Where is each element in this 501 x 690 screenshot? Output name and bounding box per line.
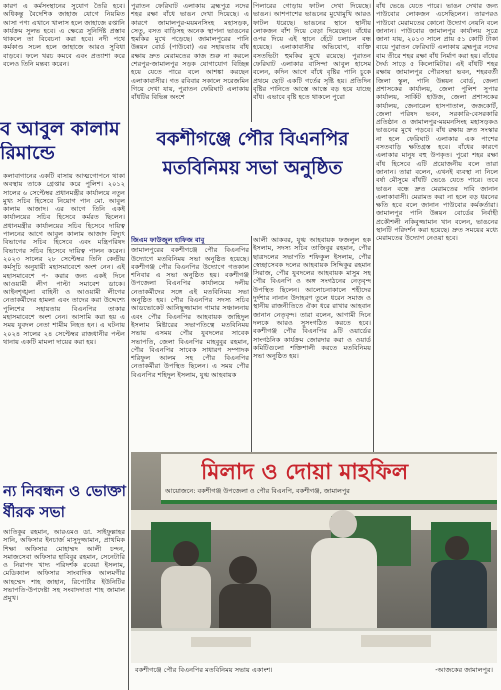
main-headline-line1: বকশীগঞ্জে পৌর বিএনপির	[156, 129, 349, 150]
col1-headline-1: ব আবুল কালাম	[0, 118, 120, 140]
article-col2-body: জামালপুরের বকশীগঞ্জে পৌর বিএনপির উদ্যোগে মতবিনিময় সভা অনুষ্ঠিত হয়েছে। বকশীগঞ্জ পৌর বিএনপির উদ্যোগে গতকাল শনিবার এ সভা অনুষ্ঠিত হয়। বকশীগঞ্জ উপজেলা বিএনপির কার্যালয়ে দলীয় নেতাকর্মীদের সঙ্গে এই মতবিনিময় সভা অনুষ্ঠিত হয়। পৌর বিএনপির সদস্য সচিব আডভোকেট আনিছুজ্জামান গামার সঞ্চালনায় এবং পৌর বিএনপির আহবায়ক জাহিদুল ইসলাম মিষ্টারের সভাপতিত্বে মতবিনিময় সভায় এসময় পৌর যুবদলের সাবেক সভাপতি, জেলা বিএনপির মাহবুবুর রহমান, পৌর বিএনপির সাবেক সাধারণ সম্পাদক শরিফুল আলম সহ পৌর বিএনপির নেতাকর্মীরা উপস্থিত ছিলেন। এ সময় পৌর বিএনপির শহিদুল ইসলাম, যুগ্ম আহবায়ক	[131, 246, 249, 379]
column-rule	[373, 0, 374, 452]
col2-top-article	[131, 2, 249, 122]
col3-top-text: পিলারের গোড়ায় ফাটল দেখা দিয়েছে। ভাঙন। আশপাশের ভাঙনের মুখোমুখি আরও ফাটল ধরেছে। ভাঙনের স্থানে স্থানীয় লোকজন বাঁশ দিয়ে বেড়া দিয়েছেন। বাঁধের ওপর দিয়ে এই স্থানে হেঁটে চলাচল বন্ধ হয়েছে। এলাকাবাসীর অভিযোগ, ব্যক্তি বসতভিটা হুমকির মুখে রয়েছে। পুরাতন ফেরিঘাট এলাকার বাসিন্দা আবুল হাসেম বলেন, কদিন আগে বাঁধে বৃষ্টির পানি চুকে প্রথমে ছোট একটি গর্তের সৃষ্টি হয়। প্রতিদিন বৃষ্টির পানিতে আস্তে আস্তে বড় হয়ে যাচ্ছে বাঁধ। এভাবে বৃষ্টি হতে থাকলে পুরো	[253, 2, 371, 102]
main-headline-line2: মতবিনিময় সভা অনুষ্ঠিত	[162, 158, 343, 179]
article-col3	[253, 236, 371, 450]
photo-credit: -আজকের জামালপুর।	[435, 666, 493, 674]
col1-headline-2: ন্য নিবন্ধন ও ভোক্তা	[3, 482, 126, 500]
article-col2	[131, 236, 249, 450]
col1-article-3	[3, 528, 125, 686]
photo-caption: বকশীগঞ্জে পৌর বিএনপির মতবিনিময় সভায় একাংশ।	[135, 666, 273, 674]
photo-banner-text: মিলাদ ও দোয়া মাহফিল	[201, 459, 409, 485]
col4-text: বাঁধ ভেঙে যেতে পারে। ভাঙন দেখার জন্য পাউবোর লোকজন এসেছিলেন। তারপরও পাউবো মেরামতের কোনো উদ্যোগ নেয়নি বলে জানান। পাউবোর জামালপুর কার্যালয় সূত্রে জানা যায়, ২০১৩ সালে প্রায় ৫১ কোটি টাকা ব্যয়ে পুরাতন ফেরিঘাট এলাকায় ব্রহ্মপুত্র নদের বাম তীরে শহর রক্ষা বাঁধ নির্মাণ করা হয়। বাঁধের দৈর্ঘ্য সাড়ে ৫ কিলোমিটার। এই বাঁধটি শহর রক্ষায় জামালপুর পৌরসভা ভবন, শহরবর্তী জিলা স্কুল, পানি উন্নয়ন বোর্ড, জেলা প্রশাসকের কার্যালয়, জেলা পুলিশ সুপার কার্যালয়, সার্কিট হাউজ, জেলা প্রশাসকের কার্যালয়, জেনারেল হাসপাতাল, জজকোর্ট, জেলা পরিষদ ভবন, সরকারি-বেসরকারি প্রতিষ্ঠান ও জামালপুর-ময়মনসিংহ মহাসড়কও ভাঙনের মুখে পড়বে। বাঁধ রক্ষায় দ্রুত সংস্কার না হলে ফেরিঘাট এলাকার এক পাশের বসতবাড়ি ক্ষতিগ্রস্ত হবে। বাঁধের কারণে এলাকার মানুষ বহু উপকৃত। পুরো শহর রক্ষা বাঁধ হিসেবে এটি প্রয়োজনীয় বলে তারা জানান। তারা বলেন, এখনই ব্যবস্থা না নিলে বর্ষা মৌসুমে বাঁধটি ভেঙে যেতে পারে। তবে ভাঙন বন্ধে দ্রুত মেরামতের দাবি জানান এলাকাবাসী। মেরামত করা না হলে বড় ধরনের ক্ষতি হবে বলে জানান পাউবোর কর্মকর্তারা। জামালপুর পানি উন্নয়ন বোর্ডের নির্বাহী প্রকৌশলী নকিবুজ্জামান খান বলেন, ভাঙনের স্থানটি পরিদর্শন করা হয়েছে। দ্রুত সময়ের মধ্যে মেরামতের উদ্যোগ নেওয়া হবে।	[376, 2, 498, 243]
col1-headline-2b: র্ষীরক সভা	[3, 503, 65, 521]
col1-top-text: কারণ এ কর্মসংস্থানের সুযোগ তৈরি হবে। অধিকন্তু বৈদেশিক জাহাজ যোগে নিয়মিত আসা পণ্য এখানে খালাস হলে জাহাজে রপ্তানি কার্যক্রম সুলভ হবে। এ ক্ষেত্রে সুনির্দিষ্ট প্রস্তাব থাকলে তা বিবেচনা করা হবে। নদী পথে কর্মকাণ্ড সচল হলে জাহাজে আরও সুবিধা বাড়বে। ফলে খরচ কমবে এবং প্রত্যাশা করে বলেও তিনি মন্তব্য করেন।	[3, 2, 125, 69]
photo-caption-bar	[131, 663, 497, 677]
col3-top-article	[253, 2, 371, 122]
col1-top-article	[3, 2, 125, 106]
col1-article-2	[3, 172, 125, 475]
column-rule	[251, 0, 252, 122]
col1-body-3: আতিকুর রহমান, আরএমও ডা. সাইফুল্লাহর সানি, অফিসার ইনচার্জ মাসুদুজ্জামান, প্রাথমিক শিক্ষা অফিসার মোহাম্মদ আলী চন্দন, সমাজসেবা অফিসার হাবিবুর রহমান, সেনেটারি ও নিরাপদ খাদ্য পরিদর্শক রবেয়া ইসলাম, মেডিক্যাল অফিসার সাংবাদিক আলমগীর আহম্মেদ শাহ জাহান, রিপোর্টার ইউনিটির সভাপতি-উপদেষ্টা সহ সংবাদদাতা শাহ জামাল প্রমুখ।	[3, 528, 125, 603]
article-byline: জিএম ফাউজুল হাফিজ বাবু	[131, 236, 249, 245]
col4-article	[376, 2, 498, 449]
article-col3-body: আলী আকবর, যুগ্ম আহবায়ক ফজলুল হক ইসলাম, সদস্য সচিব তাজিবুর রহমান, পৌর ছাত্রদলের সভাপতি শফিকুল ইসলাম, পৌর স্বেচ্ছাসেবক দলের আহবায়ক সিদ্দিকুর রহমান সিরাজ, পৌর যুবদলের আহবায়ক মাসুম সহ পৌর বিএনপি ও অঙ্গ সংগঠনের নেতৃবৃন্দ উপস্থিত ছিলেন। আলোচনাকালে শহীদের দুর্দশার নানান উদাহরণ তুলে ধরেন সমাজ ও স্থানীয় রাজনীতিতে ঐক্য ধরে রাখার আহবান জানান নেতৃবৃন্দ। তারা বলেন, আগামী দিনে দলকে আরও সুসংগঠিত করতে হবে। বকশীগঞ্জ পৌর বিএনপির ৯টি ওয়ার্ডের সাংগঠনিক কার্যক্রম জোরদার করা ও ওয়ার্ড কমিটিগুলো শক্তিশালী করতে মতবিনিময় সভা অনুষ্ঠিত হয়।	[253, 236, 371, 361]
col1-headline-1b: রিমান্ডে	[0, 142, 55, 164]
photo-sub-banner: আয়োজনে: বকশীগঞ্জ উপজেলা ও পৌর বিএনপি, বকশীগঞ্জ, জামালপুর	[165, 487, 350, 495]
col1-body-2: কলাবাগানের একটি বাসায় আত্মগোপনে থাকা অবস্থায় তাকে গ্রেপ্তার করে পুলিশ। ২০১২ সালের ৬ সেপ্টেম্বর প্রধানমন্ত্রীর কার্যালয়ে নতুন মুখ্য সচিব হিসেবে নিয়োগ পান মো. আবুল কালাম আজাদ। এর আগে তিনি একই কার্যালয়ের সচিব হিসেবে কর্মরত ছিলেন। প্রধানমন্ত্রীর কার্যালয়ের সচিব হিসেবে দায়িত্ব পালনের আগে আবুল কালাম আজাদ বিদ্যুৎ বিভাগের সচিব হিসেবে এবং মন্ত্রিপরিষদ বিভাগের সচিব হিসেবে দায়িত্ব পালন করেন। ২০২৩ সালের ২৮ সেপ্টেম্বর তিনি কেন্দ্রীয় কর্মসূচি অনুযায়ী মহাসমাবেশে অংশ নেন। এই মহাসমাবেশে প- করার জন্য একই দিনে আওয়ামী লীগ পাল্টা সমাবেশ ডাকে। আইনশৃঙ্খলা বাহিনী ও আওয়ামী লীগের নেতাকর্মীদের হামলা এবং তাদের করা উদ্দেশ্যে পুলিশের সহায়তায় বিএনপির তাকার মহাসমাবেশে অংশ নেন। আসামি করা হয় এ সময় যুবদল নেতা শামীম নিহত হন। এ ঘটনায় ২০২৪ সালের ২৪ সেপ্টেম্বর রাজধানীর পল্টন থানায় একটি মামলা দায়ের করা হয়।	[3, 172, 125, 346]
article-photo	[131, 452, 497, 676]
col2-top-text: পুরাতন ফেরিঘাট এলাকায় ব্রহ্মপুত্র নদের শহর রক্ষা বাঁধে ভাঙন দেখা দিয়েছে। এ কারণে জামালপুর-ময়মনসিংহ মহাসড়ক, সেতু, বসত বাড়িসহ অনেক স্থাপনা ভাঙনের হুমকির মুখে পড়েছে। জামালপুরের পানি উন্নয়ন বোর্ড (পাউবো) এর সহায়তায় বাঁধ রক্ষায় দ্রুত মেরামতের কাজ শুরু না করলে শেরপুর-জামালপুর সড়ক যোগাযোগ বিচ্ছিন্ন হয়ে যেতে পারে বলে আশঙ্কা করছেন এলাকাবাসীর। গত রবিবার সকালে সরেজমিন গিয়ে দেখা যায়, পুরাতন ফেরিঘাট এলাকায় বাঁধটির বিভিন্ন অংশে	[131, 2, 249, 102]
column-rule	[128, 0, 129, 452]
column-rule	[251, 236, 252, 452]
column-rule	[128, 452, 129, 690]
